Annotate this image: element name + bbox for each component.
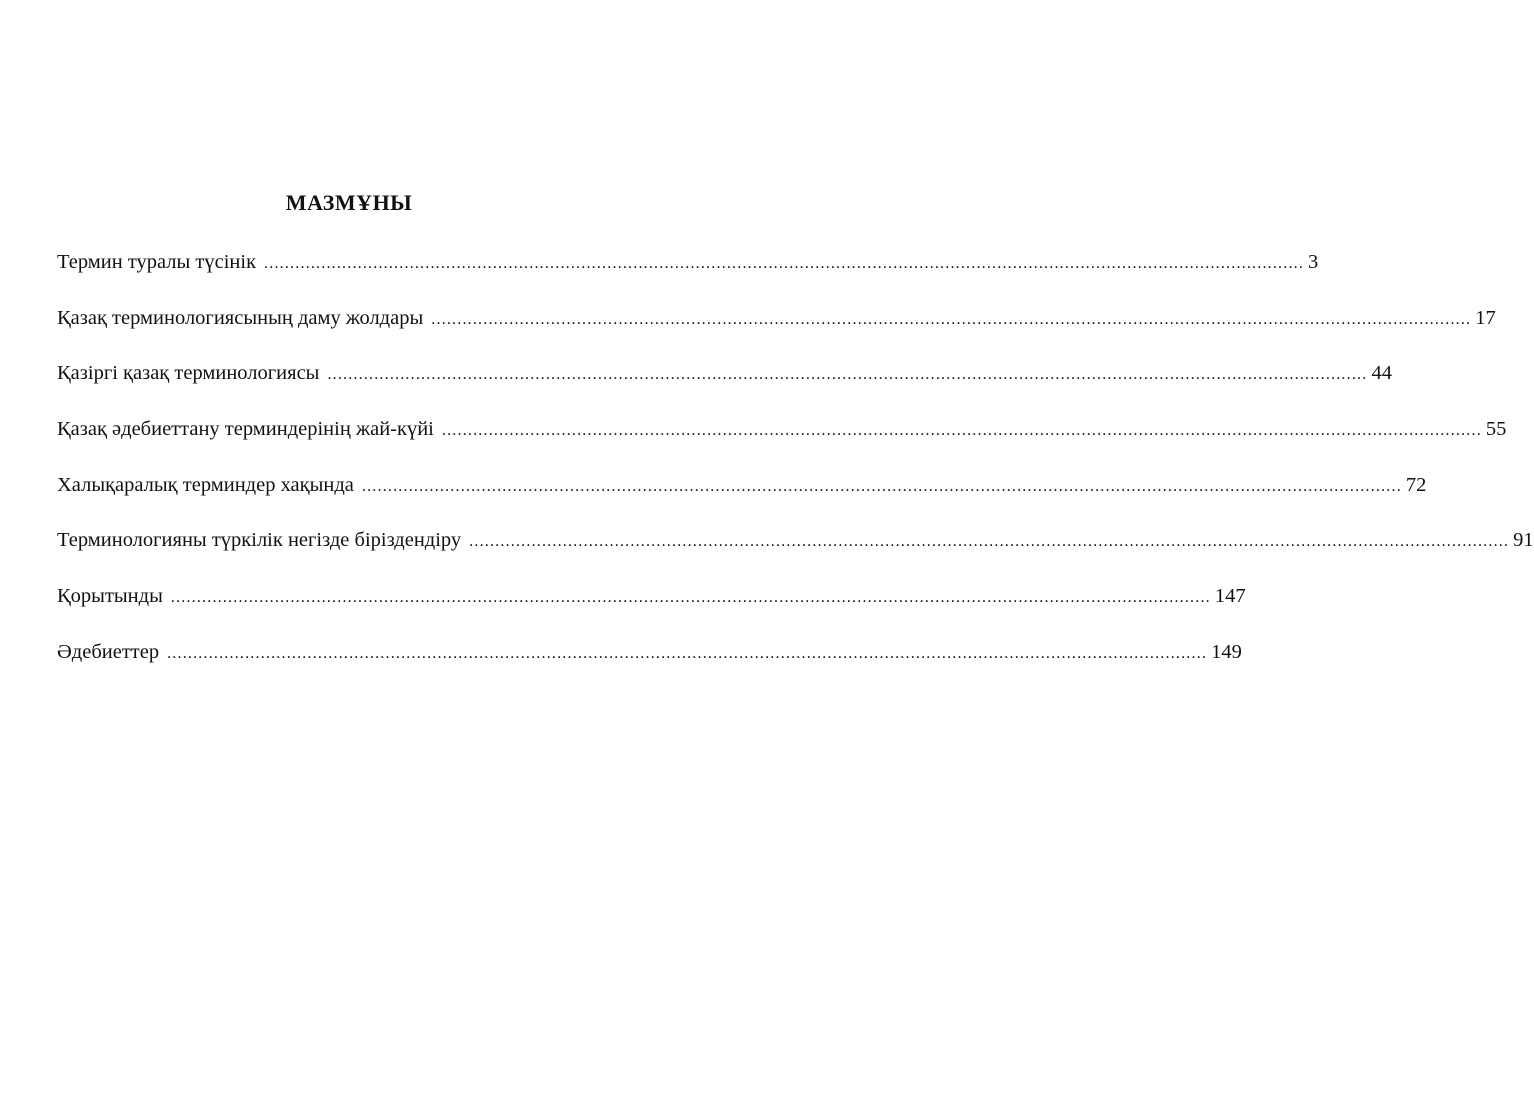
toc-entry-page: 17 bbox=[1475, 306, 1496, 329]
toc-entry-page: 91 bbox=[1513, 529, 1534, 552]
toc-entry bbox=[57, 304, 1496, 360]
toc-dot-leader: ........................................................................................................................................................................................................ bbox=[170, 589, 1211, 607]
toc-entry-page: 72 bbox=[1405, 473, 1427, 496]
toc-entry-title: Қорытынды bbox=[57, 585, 163, 608]
toc-entry bbox=[57, 248, 1319, 304]
toc-entry-title: Халықаралық терминдер хақында bbox=[57, 473, 354, 496]
toc-dot-leader: ........................................................................................................................................................................................................ bbox=[167, 644, 1208, 662]
toc-entry-title: Терминологияны түркілік негізде біріздендіру bbox=[57, 529, 462, 552]
toc-entry-page: 149 bbox=[1211, 640, 1242, 663]
toc-entry bbox=[57, 471, 1427, 527]
toc-entry-page: 147 bbox=[1214, 585, 1246, 608]
toc-dot-leader: ........................................................................................................................................................................................................ bbox=[469, 533, 1510, 551]
toc-dot-leader: ........................................................................................................................................................................................................ bbox=[264, 255, 1305, 272]
toc-entry-page: 3 bbox=[1308, 251, 1319, 273]
toc-entry bbox=[57, 582, 1246, 638]
toc-entry bbox=[57, 526, 1534, 582]
toc-dot-leader: ........................................................................................................................................................................................................ bbox=[431, 310, 1472, 328]
table-of-contents bbox=[57, 248, 1534, 694]
toc-entry-page: 55 bbox=[1485, 418, 1507, 441]
toc-entry-title: Термин туралы түсінік bbox=[57, 251, 257, 273]
toc-entry-page: 44 bbox=[1371, 362, 1392, 385]
toc-entry bbox=[57, 415, 1507, 471]
toc-entry-title: Қазақ терминологиясының даму жолдары bbox=[57, 306, 424, 329]
toc-entry-title: Қазіргі қазақ терминологиясы bbox=[57, 362, 320, 385]
toc-entry bbox=[57, 359, 1392, 415]
toc-entry bbox=[57, 638, 1242, 694]
toc-dot-leader: ........................................................................................................................................................................................................ bbox=[361, 477, 1402, 495]
toc-dot-leader: ........................................................................................................................................................................................................ bbox=[441, 422, 1482, 440]
toc-entry-title: Әдебиеттер bbox=[57, 640, 160, 663]
toc-entry-title: Қазақ әдебиеттану терминдерінің жай-күйі bbox=[57, 418, 434, 441]
page-title: МАЗМҰНЫ bbox=[285, 190, 413, 215]
toc-dot-leader: ........................................................................................................................................................................................................ bbox=[327, 366, 1368, 384]
